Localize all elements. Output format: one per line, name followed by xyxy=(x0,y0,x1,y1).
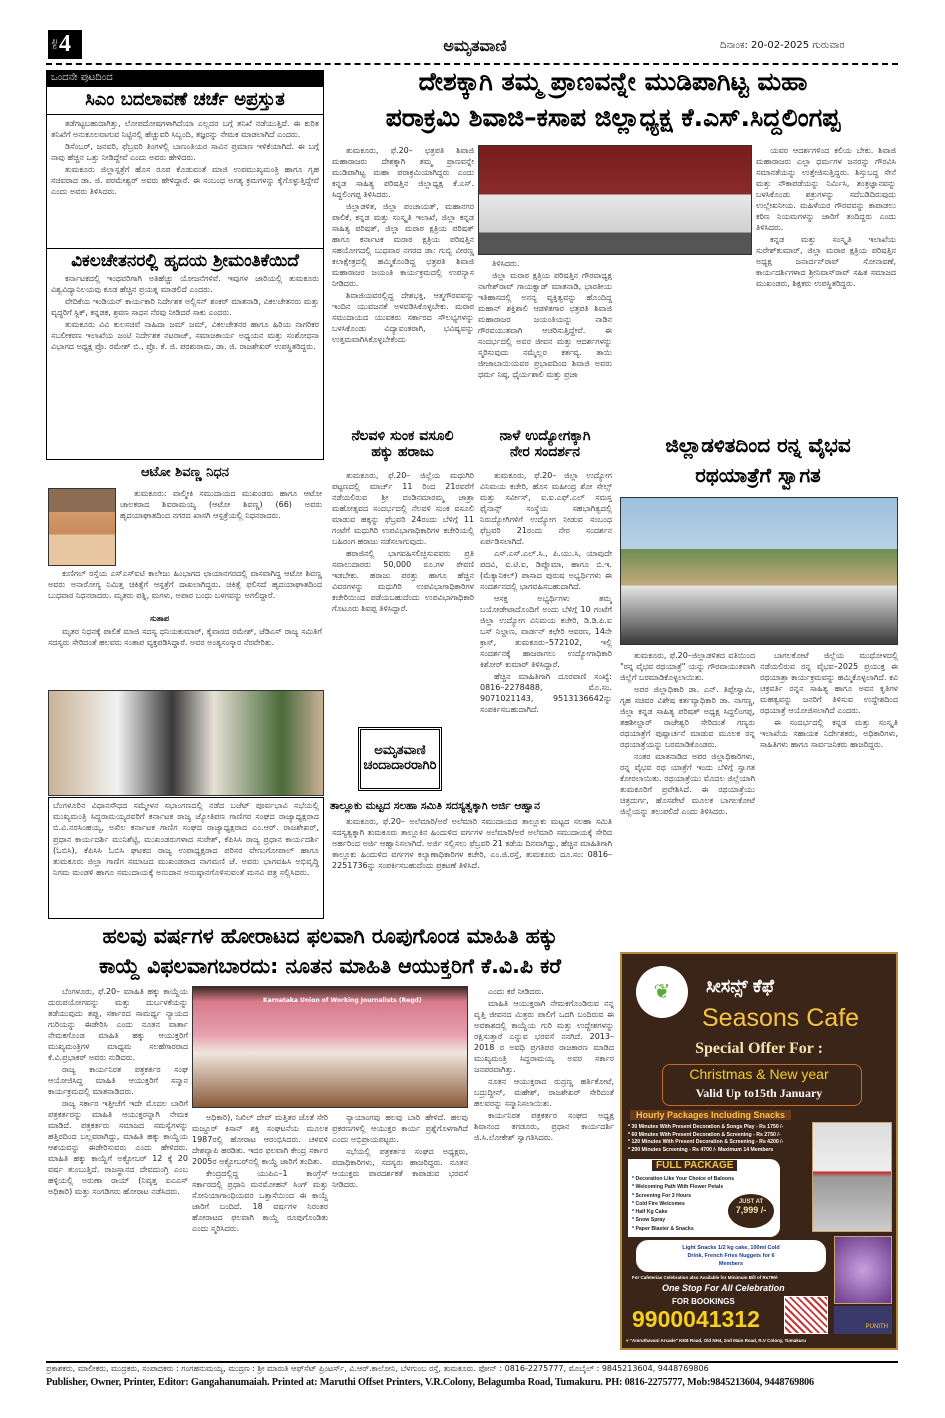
subscribe-promo-box: ಅಮೃತವಾಣಿ ಚಂದಾದಾರರಾಗಿರಿ xyxy=(358,727,442,791)
ad-bookings: FOR BOOKINGS xyxy=(672,1297,735,1306)
shivaji-article-col1: ತುಮಕೂರು, ಫೆ.20– ಛತ್ರಪತಿ ಶಿವಾಜಿ ಮಹಾರಾಜರು ದೇಶಕ್ಕಾಗಿ ತಮ್ಮ ಪ್ರಾಣವನ್ನೇ ಮುಡಿಪಾಗಿಟ್ಟ ಮಹಾ ಪರಾಕ್ರಮಿಯಾಗಿದ್ದರು ಎಂದು ಕನ್ನಡ ಸಾಹಿತ್ಯ ಪರಿಷತ್ತಿನ ಜಿಲ್ಲಾಧ್ಯಕ್ಷ ಕೆ.ಎಸ್. ಸಿದ್ದಲಿಂಗಪ್ಪ ತಿಳಿಸಿದರು. ಜಿಲ್ಲಾಡಳಿತ, ಜಿಲ್ಲಾ ಪಂಚಾಯತ್, ಮಹಾನಗರ ಪಾಲಿಕೆ, ಕನ್ನಡ ಮತ್ತು ಸಂಸ್ಕೃತಿ ಇಲಾಖೆ, ಜಿಲ್ಲಾ ಕನ್ನಡ ಸಾಹಿತ್ಯ ಪರಿಷತ್, ಜಿಲ್ಲಾ ಮರಾಠ ಕ್ಷತ್ರಿಯ ಪರಿಷತ್ ಹಾಗೂ ಕರ್ನಾಟಕ ಮರಾಠ ಕ್ಷತ್ರಿಯ ಪರಿಷತ್ತಿನ ಸಹಯೋಗದಲ್ಲಿ ಬುಧವಾರ ನಗರದ ಡಾ: ಗುಬ್ಬಿ ವೀರಣ್ಣ ಕಲಾಕ್ಷೇತ್ರದಲ್ಲಿ ಹಮ್ಮಿಕೊಂಡಿದ್ದ ಛತ್ರಪತಿ ಶಿವಾಜಿ ಮಹಾರಾಜರ ಜಯಂತಿ ಕಾರ್ಯಕ್ರಮದಲ್ಲಿ ಉಪನ್ಯಾಸ ನೀಡಿದರು. ಶಿವಾಜಿಯವರಲ್ಲಿದ್ದ ದೇಶಭಕ್ತಿ, ಆತ್ಮಗೌರವವನ್ನು ಇಂದಿನ ಯುವಜನತೆ ಅಳವಡಿಸಿಕೊಳ್ಳಬೇಕು. ಮರಾಠ ಸಮುದಾಯದ ಯುವಕರು ಸರ್ಕಾರದ ಸೌಲಭ್ಯಗಳನ್ನು ಬಳಸಿಕೊಂಡು ವಿದ್ಯಾವಂತರಾಗಿ, ಭವಿಷ್ಯವನ್ನು ಉತ್ತಮವಾಗಿಸಿಕೊಳ್ಳಬೇಕೆಂದು xyxy=(332,146,474,344)
continued-section xyxy=(46,70,324,460)
ad-balloon-photo xyxy=(834,1236,892,1304)
article-obituary: ತುಮಕೂರು: ವಾಲ್ಮೀಕಿ ಸಮುದಾಯದ ಮುಖಂಡರು ಹಾಗೂ ಆಟೋ ಚಾಲಕರಾದ ಶಿವರಾಮಯ್ಯ (ಆಟೋ ಶಿವಣ್ಣ) (66) ಅವರು ಹೃದಯಾಘಾತದಿಂದ ನಗರದ ಖಾಸಗಿ ಆಸ್ಪತ್ರೆಯಲ್ಲಿ ನಿಧನರಾದರು. xyxy=(120,489,322,520)
main-headline-line1: ದೇಶಕ್ಕಾಗಿ ತಮ್ಮ ಪ್ರಾಣವನ್ನೇ ಮುಡಿಪಾಗಿಟ್ಟ ಮಹಾ xyxy=(418,67,808,96)
ad-cafeteria: For Cafeterias Celebration also Available for Minimum Bill of Rs799/- xyxy=(632,1275,779,1280)
main-headline-line2: ಪರಾಕ್ರಮಿ ಶಿವಾಜಿ–ಕಸಾಪ ಜಿಲ್ಲಾಧ್ಯಕ್ಷ ಕೆ.ಎಸ್.ಸಿದ್ದಲಿಂಗಪ್ಪ xyxy=(385,103,841,132)
union-banner-text: Karnataka Union of Working Journalists (Regd) xyxy=(263,997,422,1004)
article-advisory-committee: ತುಮಕೂರು, ಫೆ.20– ಅಲೆಮಾರಿ/ಅರೆ ಅಲೆಮಾರಿ ಸಮುದಾಯದ ತಾಲ್ಲೂಕು ಮಟ್ಟದ ಸಲಹಾ ಸಮಿತಿ ಸದಸ್ಯತ್ವಕ್ಕಾಗಿ ತುಮಕೂರು ತಾಲ್ಲೂಕಿನ ಹಿಂದುಳಿದ ವರ್ಗಗಳ ಅಲೆಮಾರಿ/ಅರೆ ಅಲೆಮಾರಿ ಸಮುದಾಯಕ್ಕೆ ಸೇರಿದ ಅರ್ಹರಿಂದ ಅರ್ಜಿ ಆಹ್ವಾನಿಸಲಾಗಿದೆ. ಅರ್ಜಿ ಸಲ್ಲಿಸಲು ಫೆಬ್ರವರಿ 21 ಕಡೆಯ ದಿನವಾಗಿದ್ದು, ಹೆಚ್ಚಿನ ಮಾಹಿತಿಗಾಗಿ ತಾಲ್ಲೂಕು ಹಿಂದುಳಿದ ವರ್ಗಗಳ ಕಲ್ಯಾಣಾಧಿಕಾರಿಗಳ ಕಚೇರಿ, ಎಂ.ಜಿ.ರಸ್ತೆ, ತುಮಕೂರು ದೂ.ಸಂ: 0816–2251736ನ್ನು ಸಂಪರ್ಕಿಸಬಹುದೆಂದು ಪ್ರಕಟಣೆ ತಿಳಿಸಿದೆ. xyxy=(332,817,612,870)
ad-offer: Special Offer For : xyxy=(695,1040,823,1057)
article-toll-auction: ತುಮಕೂರು, ಫೆ.20– ಜಿಲ್ಲೆಯ ಮಧುಗಿರಿ ಪಟ್ಟಣದಲ್ಲಿ ಮಾರ್ಚ್ 11 ರಿಂದ 21ರವರೆಗೆ ನಡೆಯಲಿರುವ ಶ್ರೀ ದಂಡಿನಮಾರಮ್ಮ ಜಾತ್ರಾ ಮಹೋತ್ಸವದ ಸಂದರ್ಭದಲ್ಲಿ ನೆಲವಳಿ ಸುಂಕ ವಸೂಲಿ ಮಾಡುವ ಹಕ್ಕನ್ನು ಫೆಬ್ರವರಿ 24ರಂದು ಬೆಳಿಗ್ಗೆ 11 ಗಂಟೆಗೆ ಮಧುಗಿರಿ ಉಪವಿಭಾಗಾಧಿಕಾರಿಗಳ ಕಚೇರಿಯಲ್ಲಿ ಬಹಿರಂಗ ಹರಾಜು ನಡೆಸಲಾಗುವುದು. ಹರಾಜಿನಲ್ಲಿ ಭಾಗವಹಿಸಲಿಚ್ಛಿಸುವವರು ಪ್ರತಿ ಸವಾಲುದಾರರು 50,000 ರೂ.ಗಳ ಠೇವಣಿ ಇಡಬೇಕು. ಹರಾಜು ಪರತ್ತು ಹಾಗೂ ಹೆಚ್ಚಿನ ವಿವರಗಳನ್ನು ಮಧುಗಿರಿ ಉಪವಿಭಾಗಾಧಿಕಾರಿಗಳ ಕಚೇರಿಯಿಂದ ಪಡೆಯಬಹುದೆಂದು ಉಪವಿಭಾಗಾಧಿಕಾರಿ ಗೊಟೂರು ಶಿವಪ್ಪ ತಿಳಿಸಿದ್ದಾರೆ. xyxy=(332,471,474,613)
rti-headline-line2: ಕಾಯ್ದೆ ವಿಫಲವಾಗಬಾರದು: ನೂತನ ಮಾಹಿತಿ ಆಯುಕ್ತರಿಗೆ ಕೆ.ವಿ.ಪಿ ಕರೆ xyxy=(98,954,562,978)
footer-divider xyxy=(46,1361,898,1363)
issue-date: ದಿನಾಂಕ: 20-02-2025 ಗುರುವಾರ xyxy=(720,40,845,51)
headline-cm-change: ಸಿಎಂ ಬದಲಾವಣೆ ಚರ್ಚೆ ಅಪ್ರಸ್ತುತ xyxy=(47,90,323,115)
article-obituary-cont: ಕುಣಿಗಲ್ ರಸ್ತೆಯ ಎಸ್‌ಎಸ್‌ಐಟಿ ಕಾಲೇಜು ಹಿಂಭಾಗದ ಛಾಯಾನಗರದಲ್ಲಿ ವಾಸವಾಗಿದ್ದ ಆಟೋ ಶಿವಣ್ಣ ಅವರು ಅನಾರೋಗ್ಯ ನಿಮಿತ್ತ ಚಿಕಿತ್ಸೆಗೆ ಆಸ್ಪತ್ರೆಗೆ ದಾಖಲಾಗಿದ್ದರು. ಚಿಕಿತ್ಸೆ ಫಲಿಸದೆ ಹೃದಯಾಘಾತದಿಂದ ಬುಧವಾರ ನಿಧನರಾದರು. ಮೃತರು ಪತ್ನಿ, ಮಗಳು, ಅಪಾರ ಬಂಧು ಬಳಗವನ್ನು ಅಗಲಿದ್ದಾರೆ. xyxy=(48,569,322,600)
article-disabled: ಕರ್ನಾಟಕದಲ್ಲಿ ಇಂಥವರಿಗಾಗಿ ಅತಿಹೆಚ್ಚು ಯೋಜನೆಗಳಿವೆ. ಇವುಗಳ ಜಾರಿಯಲ್ಲಿ ತುಮಕೂರು ವಿಶ್ವವಿದ್ಯಾನಿಲಯವು ಕೂಡ ಹೆಚ್ಚಿನ ಪ್ರಯತ್ನ ಮಾಡಲಿದೆ ಎಂದರು. ವೇದಿಕೆಯ ಇಂಡಿಯನ್ ಕಾರ್ಯಕಾರಿ ನಿರ್ದೇಶಕ ಅಲ್ಲಿಸನ್ ಶಂಕರ್ ಮಾತನಾಡಿ, ವಿಕಲಚೇತನರು ಮತ್ತು ವೃದ್ಧರಿಗೆ ಸ್ಟಿಕ್, ಕನ್ನಡಕ, ಶ್ರವಣ ಸಾಧನ ನೆರವು ನೀಡಿದರೆ ಸಾಕು ಎಂದರು. ತುಮಕೂರು ವಿವಿ ಕುಲಸಚಿವೆ ನಾಹಿದಾ ಜಮ್ ಜಮ್, ವಿಕಲಚೇತನರ ಹಾಗೂ ಹಿರಿಯ ನಾಗರಿಕರ ಸಬಲೀಕರಣ ಇಲಾಖೆಯ ಜಂಟಿ ನಿರ್ದೇಶಕ ನಟರಾಜ್, ಸಮಾಜಕಾರ್ಯ ಅಧ್ಯಯನ ಮತ್ತು ಸಂಶೋಧನಾ ವಿಭಾಗದ ಅಧ್ಯಕ್ಷ ಪ್ರೊ. ರಮೇಶ್ ಬಿ., ಪ್ರೊ. ಕೆ. ಜಿ. ಪರಶುರಾಮ, ಡಾ. ಜಿ. ರಾಜಶೇಖರ್ ಉಪಸ್ಥಿತರಿದ್ದರು. xyxy=(51,274,319,352)
budget-meeting-photo xyxy=(48,690,324,796)
ad-full-package-panel xyxy=(628,1159,780,1237)
rti-felicitation-photo xyxy=(192,986,468,1108)
rti-article-col2: ಅಧಿಕಾರಿ), ನಿಖಿಲ್ ದೇವ್ ಮತ್ತಿತರ ಜೊತೆ ಸೇರಿ ಮಜ್ದೂರ್ ಕಿಸಾನ್ ಶಕ್ತಿ ಸಂಘಟನೆಯ ಮೂಲಕ 1987ರಲ್ಲಿ ಹೋರಾಟ ಆರಂಭಿಸಿದರು. ಚಳವಳಿ ದೇಶವ್ಯಾಪಿ ಹರಡಿತು. ಇದರ ಫಲವಾಗಿ ಕೇಂದ್ರ ಸರ್ಕಾರ 2005ರ ಅಕ್ಟೋಬರ್‌ನಲ್ಲಿ ಕಾಯ್ದೆ ಜಾರಿಗೆ ತಂದಿತು. ಕೇಂದ್ರದಲ್ಲಿದ್ದ ಯುಪಿಎ–1 ಕಾಂಗ್ರೆಸ್ ಸರ್ಕಾರದಲ್ಲಿ ಪ್ರಧಾನಿ ಮನಮೋಹನ್ ಸಿಂಗ್ ಮತ್ತು ಸೋನಿಯಾಗಾಂಧಿಯವರ ಒತ್ತಾಸೆಯಿಂದ ಈ ಕಾಯ್ದೆ ಜಾರಿಗೆ ಬಂದಿದೆ. 18 ವರ್ಷಗಳ ನಿರಂತರ ಹೋರಾಟದ ಫಲವಾಗಿ ಕಾಯ್ದೆ ರೂಪುಗೊಂಡಿತು ಎಂದು ಸ್ಮರಿಸಿದರು. xyxy=(192,1113,328,1233)
page-number: 4 xyxy=(59,31,71,57)
footer-imprint-kannada: ಪ್ರಕಾಶಕರು, ಮಾಲೀಕರು, ಮುದ್ರಕರು, ಸಂಪಾದಕರು : ಗಂಗಹನುಮಯ್ಯ, ಮುದ್ರಣ : ಶ್ರೀ ಮಾರುತಿ ಆಫ್‌ಸೆಟ್ ಪ್ರಿಂಟರ್ಸ್, ವಿ.ಆರ್.ಕಾಲೋನಿ, ಬೆಳಗುಂಬ ರಸ್ತೆ, ತುಮಕೂರು. ಫೋನ್ : 0816-2275777, ಮೊಬೈಲ್ : 9845213604, 9448769806 xyxy=(46,1364,709,1373)
ad-brand: Seasons Cafe xyxy=(702,1004,860,1032)
rti-article-col3: ನ್ಯಾಯಾಂಗವು ಹಲವು ಬಾರಿ ಹೇಳಿದೆ. ಹಲವು ಪ್ರಕರಣಗಳಲ್ಲಿ ಆಯುಕ್ತರ ಕಾರ್ಯ ಪ್ರಶ್ನೆಗೊಳಗಾಗಿದೆ ಎಂದು ಅಭಿಪ್ರಾಯಪಟ್ಟರು. ಸಭೆಯಲ್ಲಿ ಪತ್ರಕರ್ತರ ಸಂಘದ ಅಧ್ಯಕ್ಷರು, ಪದಾಧಿಕಾರಿಗಳು, ಸದಸ್ಯರು ಹಾಜರಿದ್ದರು. ನೂತನ ಆಯುಕ್ತರು ಪಾರದರ್ಶಕತೆ ಕಾಪಾಡುವ ಭರವಸೆ ನೀಡಿದರು. xyxy=(332,1113,468,1189)
header-divider xyxy=(46,63,898,65)
ad-punith-photo: PUNITH xyxy=(834,1306,892,1334)
masthead: ಅಮೃತವಾಣಿ xyxy=(443,36,507,55)
headline-toll-auction: ನೆಲವಳಿ ಸುಂಕ ವಸೂಲಿ ಹಕ್ಕು ಹರಾಜು xyxy=(351,428,454,461)
article-cm-change: ತಡೆಗಟ್ಟಬಹುದಾಗಿತ್ತು, ಲೋಪದೋಷಗಳಾಗಿದೆಯಾ ಎಲ್ಲದರ ಬಗ್ಗೆ ತನಿಖೆ ನಡೆಯುತ್ತಿದೆ. ಈ ಕುರಿತ ತನಿಖೆಗೆ ಅನುಕೂಲವಾಗುವ ನಿಟ್ಟಿನಲ್ಲಿ ಹೆಚ್ಚುವರಿ ಸಿಬ್ಬಂದಿ, ತಜ್ಞರನ್ನು ನೇಮಕ ಮಾಡಲಾಗಿದೆ ಎಂದರು. ಡಿಸೆಂಬರ್, ಜನವರಿ, ಫೆಬ್ರವರಿ ತಿಂಗಳಲ್ಲಿ ಬಾಣಂತಿಯರ ಸಾವಿನ ಪ್ರಮಾಣ ಇಳಿಕೆಯಾಗಿದೆ. ಈ ಬಗ್ಗೆ ನಾವು ಹೆಚ್ಚಿನ ಒತ್ತು ನೀಡಿದ್ದೇವೆ ಎಂದು ಅವರು ಹೇಳಿದರು. ತುಮಕೂರು ಜಿಲ್ಲಾಸ್ಪತ್ರೆಗೆ ಹೊಸ ರೂಪ ಕೊಡುವಂತೆ ಮಾಜಿ ಉಪಮುಖ್ಯಮಂತ್ರಿ ಹಾಗೂ ಗೃಹ ಸಚಿವರಾದ ಡಾ. ಜಿ. ಪರಮೇಶ್ವರ್ ಅವರು ಹೇಳಿದ್ದಾರೆ. ಈ ಸಂಬಂಧ ಅಗತ್ಯ ಕ್ರಮಗಳನ್ನು ಕೈಗೊಳ್ಳುತ್ತಿದ್ದೇವೆ ಎಂದು ಅವರು ತಿಳಿಸಿದರು. xyxy=(51,118,319,196)
ad-hourly-list: * 30 Minutes With Present Decoration & Songs Play - Rs 1750 /- * 60 Minutes With Present Decoration & Screening - Rs 2750 /- * 120 Minutes With Present Decoration & Screening - Rs 4200 /- * 200 Minutes Screening - Rs 4700 /- Maximum 14 Members xyxy=(628,1124,784,1153)
headline-disabled: ವಿಕಲಚೇತನರಲ್ಲಿ ಹೃದಯ ಶ್ರೀಮಂತಿಕೆಯಿದೆ xyxy=(47,248,323,272)
condolence-label: ಸುತಾಪ xyxy=(150,614,169,623)
continued-tab: ಒಂದನೇ ಪುಟದಿಂದ xyxy=(47,71,323,87)
ratha-yatre-photo xyxy=(620,497,898,645)
ratha-article-col1: ತುಮಕೂರು, ಫೆ.20–ಜಿಲ್ಲಾಡಳಿತದ ವತಿಯಿಂದ "ರನ್ನ ವೈಭವ ರಥಯಾತ್ರೆ" ಯನ್ನು ಗೌರವಾಯುತವಾಗಿ ಜಿಲ್ಲೆಗೆ ಬರಮಾಡಿಕೊಳ್ಳಲಾಯಿತು. ಅಪರ ಜಿಲ್ಲಾಧಿಕಾರಿ ಡಾ. ಎನ್. ತಿಪ್ಪೇಸ್ವಾಮಿ, ಗೃಹ ಸಚಿವರ ವಿಶೇಷ ಕರ್ತವ್ಯಾಧಿಕಾರಿ ಡಾ. ನಾಗಣ್ಣ, ಜಿಲ್ಲಾ ಕನ್ನಡ ಸಾಹಿತ್ಯ ಪರಿಷತ್ ಅಧ್ಯಕ್ಷ ಸಿದ್ದಲಿಂಗಪ್ಪ, ತಹಶೀಲ್ದಾರ್ ರಾಜೇಶ್ವರಿ ಸೇರಿದಂತೆ ಗಣ್ಯರು ರಥಯಾತ್ರೆಗೆ ಪುಷ್ಪಾರ್ಚನೆ ಮಾಡುವ ಮೂಲಕ ರನ್ನ ರಥಯಾತ್ರೆಯನ್ನು ಬರಮಾಡಿಕೊಂಡರು. ನಂತರ ಮಾತನಾಡಿದ ಅಪರ ಜಿಲ್ಲಾಧಿಕಾರಿಗಳು, ರನ್ನ ವೈಭವ ರಥ ಯಾತ್ರೆಗೆ ಇಂದು ಬೆಳಿಗ್ಗೆ ಸ್ವಾಗತ ಕೋರಲಾಯಿತು. ರಥಯಾತ್ರೆಯು ಮೊದಲ ಜಿಲ್ಲೆಯಾಗಿ ತುಮಕೂರಿಗೆ ಪ್ರವೇಶಿಸಿದೆ. ಈ ರಥಯಾತ್ರೆಯು ಚಿತ್ರದುರ್ಗ, ಹೊಸಪೇಟೆ ಮೂಲಕ ಬಾಗಲಕೋಟೆ ಜಿಲ್ಲೆಯನ್ನು ತಲುಪಲಿದೆ ಎಂದು ತಿಳಿಸಿದರು. xyxy=(620,651,755,816)
headline-obituary: ಆಟೋ ಶಿವಣ್ಣ ನಿಧನ xyxy=(140,465,230,480)
ad-occasion: Christmas & New year xyxy=(689,1066,829,1082)
ad-full-list: * Decoration Like Your Choice of Baloons * Welcoming Path With Flower Petals * Screening For 3 Hours * Cold Fire Welcomes * Half Kg Cake * Snow Spray * Paper Blaster & Snacks xyxy=(632,1176,735,1232)
headline-advisory-committee: ತಾಲ್ಲೂಕು ಮಟ್ಟದ ಸಲಹಾ ಸಮಿತಿ ಸದಸ್ಯತ್ವಕ್ಕಾಗಿ ಅರ್ಜಿ ಆಹ್ವಾನ xyxy=(330,800,540,812)
ad-snacks-panel: Light Snacks 1/2 kg cake, 100ml Cold Drink, French Fries Nuggets for 6 Members xyxy=(636,1240,826,1272)
ratha-article-col2: ಬಾಗಲಕೋಟೆ ಜಿಲ್ಲೆಯ ಮುಧೋಳದಲ್ಲಿ ನಡೆಯಲಿರುವ ರನ್ನ ವೈಭವ–2025 ಪ್ರಯುಕ್ತ ಈ ರಥಯಾತ್ರಾ ಕಾರ್ಯಕ್ರಮವನ್ನು ಹಮ್ಮಿಕೊಳ್ಳಲಾಗಿದೆ. ಕವಿ ಚಕ್ರವರ್ತಿ ರನ್ನನ ಸಾಹಿತ್ಯ ಹಾಗೂ ಅವನ ಕೃತಿಗಳ ಮಹತ್ವವನ್ನು ಜನರಿಗೆ ತಿಳಿಸುವ ಉದ್ದೇಶದಿಂದ ರಥಯಾತ್ರೆ ಆಯೋಜಿಸಲಾಗಿದೆ ಎಂದರು. ಈ ಸಂದರ್ಭದಲ್ಲಿ ಕನ್ನಡ ಮತ್ತು ಸಂಸ್ಕೃತಿ ಇಲಾಖೆಯ ಸಹಾಯಕ ನಿರ್ದೇಶಕರು, ಅಧಿಕಾರಿಗಳು, ಸಾಹಿತಿಗಳು ಹಾಗೂ ಸಾರ್ವಜನಿಕರು ಹಾಜರಿದ್ದರು. xyxy=(760,651,898,749)
rti-article-col4: ಎಂದು ಕರೆ ನೀಡಿದರು. ಮಾಹಿತಿ ಆಯುಕ್ತರಾಗಿ ನೇಮಕಗೊಂಡಿರುವ ನನ್ನ ವೃತ್ತಿ ಜೀವನದ ಮಿತ್ರರು ಪಾಲಿಗೆ ಒದಗಿ ಬಂದಿರುವ ಈ ಅವಕಾಶದಲ್ಲಿ ಕಾಯ್ದೆಯ ಗುರಿ ಮತ್ತು ಉದ್ದೇಶಗಳನ್ನು ರಕ್ಷಿಸುತ್ತಾರೆ ಎನ್ನುವ ಭರವಸೆ ನನಗಿದೆ. 2013–2018 ರ ಅವಧಿ ಪ್ರಗತಿಪರ ರಾಜಕಾರಣ ಮಾಡಿದ ಮುಖ್ಯಮಂತ್ರಿ ಸಿದ್ದರಾಮಯ್ಯ ಅವರ ಸರ್ಕಾರ ಜನಪರವಾಗಿತ್ತು. ನೂತನ ಆಯುಕ್ತರಾದ ರುದ್ರಣ್ಣ ಹರ್ತಿಕೋಟೆ, ಬದ್ರುದ್ದೀನ್, ಮಹೇಶ್, ರಾಜಶೇಖರ್ ಸೇರಿದಂತೆ ಹಲವರನ್ನು ಸನ್ಮಾನಿಸಲಾಯಿತು. ಕಾರ್ಯನಿರತ ಪತ್ರಕರ್ತರ ಸಂಘದ ಅಧ್ಯಕ್ಷ ಶಿವಾನಂದ ತಗಡೂರು, ಪ್ರಧಾನ ಕಾರ್ಯದರ್ಶಿ ಜಿ.ಸಿ.ಲೋಕೇಶ್ ಸ್ವಾಗತಿಸಿದರು. xyxy=(474,987,614,1142)
ad-brand-kannada: ಸೀಸನ್ಸ್ ಕೆಫೆ xyxy=(706,976,774,996)
shivaji-article-col3: ಯವರ ಆದರ್ಶಗಳಿಂದ ಕಲಿಯ ಬೇಕು. ಶಿವಾಜಿ ಮಹಾರಾಜರು ಎಲ್ಲಾ ಧರ್ಮಗಳ ಜನರನ್ನು ಗೌರವಿಸಿ ಸಮಾನತೆಯನ್ನು ಉತ್ತೇಜಿಸುತ್ತಿದ್ದರು. ಶಿಸ್ತುಬದ್ಧ ಸೇನೆ ಮತ್ತು ನೌಕಾಪಡೆಯನ್ನು ನಿರ್ಮಿಸಿ, ತಂತ್ರಜ್ಞಾನವನ್ನು ಬಳಸಿಕೊಂಡು ಶತ್ರುಗಳನ್ನು ಸದೆಬಡಿದಿರುವುದು ಉಲ್ಲೇಖನೀಯ. ಮಹಿಳೆಯರ ಗೌರವವನ್ನು ಕಾಪಾಡಲು ಕಠಿಣ ನಿಯಮಗಳನ್ನು ಜಾರಿಗೆ ತಂದಿದ್ದರು ಎಂದು ತಿಳಿಸಿದರು. ಕನ್ನಡ ಮತ್ತು ಸಂಸ್ಕೃತಿ ಇಲಾಖೆಯ ಸುರೇಶ್‌ಕುಮಾರ್, ಜಿಲ್ಲಾ ಮರಾಠ ಕ್ಷತ್ರಿಯ ಪರಿಷತ್ತಿನ ಅಧ್ಯಕ್ಷ ಜನಾರ್ದನ್‌ರಾವ್ ಸೋನಾವಣೆ, ಕಾರ್ಯದರ್ಶಿಗಳಾದ ಶ್ರೀನಿವಾಸ್‌ರಾವ್ ಸಹಿತ ಸಮಾಜದ ಮುಖಂಡರು, ಶಿಕ್ಷಕರು ಉಪಸ್ಥಿತರಿದ್ದರು. xyxy=(756,146,896,288)
ad-address: ⌖ "Amruthavani Arcade" KEB Road, Old NH4, 2nd Main Road, R.V Colony, Tumakuru xyxy=(626,1338,807,1343)
ad-hourly-title: Hourly Packages Including Snacks xyxy=(630,1110,791,1120)
ad-price-badge: JUST AT 7,999 /- xyxy=(728,1194,774,1228)
headline-ranna-vaibhava: ಜಿಲ್ಲಾಡಳಿತದಿಂದ ರನ್ನ ವೈಭವ ರಥಯಾತ್ರೆಗೆ ಸ್ವಾಗತ xyxy=(665,433,851,487)
seasons-cafe-ad xyxy=(620,952,898,1350)
location-pin-icon: ⌖ xyxy=(626,1338,629,1343)
rti-article-col1: ಬೆಂಗಳೂರು, ಫೆ.20– ಮಾಹಿತಿ ಹಕ್ಕು ಕಾಯ್ದೆಯ ದುರುಪಯೋಗವನ್ನು ಮತ್ತು ದುರ್ಬಳಕೆಯನ್ನು ತಡೆಯುವುದು ತಪ್ಪು, ಸರ್ಕಾರದ ಸಾಮರ್ಥ್ಯ ನ್ಯಾಯದ ಗುರಿಯನ್ನು ಈಡೇರಿಸಿ ಎಂದು ನೂತನ ವಾರ್ತಾ ನೇಮಕಗೊಂಡ ಮಾಹಿತಿ ಹಕ್ಕು ಆಯುಕ್ತರಿಗೆ ಮುಖ್ಯಮಂತ್ರಿಗಳ ಮಾಧ್ಯಮ ಸಲಹೆಗಾರರಾದ ಕೆ.ವಿ.ಪ್ರಭಾಕರ್ ಅವರು ನುಡಿದರು. ರಾಜ್ಯ ಕಾರ್ಯನಿರತ ಪತ್ರಕರ್ತರ ಸಂಘ ಆಯೋಜಿಸಿದ್ದ ಮಾಹಿತಿ ಆಯುಕ್ತರಿಗೆ ಸನ್ಮಾನ ಕಾರ್ಯಕ್ರಮದಲ್ಲಿ ಮಾತನಾಡಿದರು. ರಾಜ್ಯ ಸರ್ಕಾರ ಇತ್ತೀಚೆಗೆ ಇದೇ ಮೊದಲ ಬಾರಿಗೆ ಪತ್ರಕರ್ತರನ್ನು ಮಾಹಿತಿ ಆಯುಕ್ತರನ್ನಾಗಿ ನೇಮಕ ಮಾಡಿದೆ. ಪತ್ರಕರ್ತರು ಸಮಾಜದ ಸಮಸ್ಯೆಗಳನ್ನು ಹತ್ತಿರದಿಂದ ಬಲ್ಲವರಾಗಿದ್ದು, ಮಾಹಿತಿ ಹಕ್ಕು ಕಾಯ್ದೆಯ ಆಶಯವನ್ನು ಈಡೇರಿಸುವರು ಎಂದು ಹೇಳಿದರು. ಮಾಹಿತಿ ಹಕ್ಕು ಕಾಯ್ದೆಗೆ ಅಕ್ಟೋಬರ್ 12 ಕ್ಕೆ 20 ವರ್ಷ ತುಂಬುತ್ತಿದೆ. ರಾಜಸ್ಥಾನದ ದೇವದುಂಗ್ರಿ ಎಂಬ ಹಳ್ಳಿಯಲ್ಲಿ ಅರುಣಾ ರಾಯ್ (ನಿವೃತ್ತ ಐಎಎಸ್ ಅಧಿಕಾರಿ) ಮತ್ತು ಸಂಗಡಿಗರು ಹೋರಾಟ ನಡೆಸಿದರು. xyxy=(48,987,188,1196)
shivaji-article-col2: ತಿಳಿಸಿದರು. ಜಿಲ್ಲಾ ಮರಾಠ ಕ್ಷತ್ರಿಯ ಪರಿಷತ್ತಿನ ಗೌರವಾಧ್ಯಕ್ಷ ನಾಗೇಶ್‌ರಾವ್ ಗಾಯಕ್ವಾಡ್ ಮಾತನಾಡಿ, ಭಾರತೀಯ ಇತಿಹಾಸದಲ್ಲಿ ಅನನ್ಯ ವ್ಯಕ್ತಿತ್ವವನ್ನು ಹೊಂದಿದ್ದ ಮಹಾನ್ ಶಕ್ತಿಶಾಲಿ ಆಡಳಿತಗಾರ ಛತ್ರಪತಿ ಶಿವಾಜಿ ಮಹಾರಾಜರ ಜಯಂತಿಯನ್ನು ನಾಡಿನ ಗೌರವಯುತವಾಗಿ ಆಚರಿಸುತ್ತಿದ್ದೇವೆ. ಈ ಸಂದರ್ಭದಲ್ಲಿ ಅವರ ಜೀವನ ಮತ್ತು ಆದರ್ಶಗಳನ್ನು ಸ್ಮರಿಸುವುದು ನಮ್ಮೆಲ್ಲರ ಕರ್ತವ್ಯ. ತಾಯಿ ಜೀಜಾಬಾಯಿಯವರ ಪ್ರಭಾವದಿಂದ ಶಿವಾಜಿ ಅವರು ಧರ್ಮ ನಿಷ್ಠ, ಧೈರ್ಯಶಾಲಿ ಮತ್ತು ಪ್ರಜಾ xyxy=(478,259,612,379)
article-condolence: ಮೃತರ ನಿಧನಕ್ಕೆ ಪಾಲಿಕೆ ಮಾಜಿ ಸದಸ್ಯ ಧನಿಯಕುಮಾರ್, ಕೈವಾರದ ರಮೇಶ್, ಜೆಡಿಎಸ್ ರಾಜ್ಯ ಸಮಿತಿಗೆ ಸದಸ್ಯರು ಸೇರಿದಂತೆ ಹಲವರು ಸಂತಾಪ ವ್ಯಕ್ತಪಡಿಸಿದ್ದಾರೆ. ಅವರ ಅಂತ್ಯಸಂಸ್ಕಾರ ನೆರವೇರಿತು. xyxy=(48,627,322,647)
page-number-box xyxy=(48,30,82,59)
budget-meeting-caption: ಬೆಂಗಳೂರಿನ ವಿಧಾನಸೌಧದ ಸಮ್ಮೇಳನ ಸಭಾಂಗಣದಲ್ಲಿ ನಡೆದ ಬಜೆಟ್ ಪೂರ್ವಭಾವಿ ಸಭೆಯಲ್ಲಿ ಮುಖ್ಯಮಂತ್ರಿ ಸಿದ್ದರಾಮಯ್ಯರವರಿಗೆ ಕರ್ನಾಟಕ ರಾಜ್ಯ ಜ್ಯೋತಿಪಣ ಗಾಣಿಗರ ಸಂಘದ ರಾಜ್ಯಾಧ್ಯಕ್ಷರಾದ ಬಿ.ವಿ.ನರಸಿಂಹಯ್ಯ, ಅಖಿಲ ಕರ್ನಾಟಕ ಗಾಣಿಗ ಸಂಘದ ರಾಜ್ಯಾಧ್ಯಕ್ಷರಾದ ಎಂ.ಆರ್. ರಾಜಶೇಖರ್, ಪ್ರಧಾನ ಕಾರ್ಯದರ್ಶಿ ಮುನಿಶೆಟ್ಟಿ, ಮುಖಂಡರುಗಳಾದ ಸುರೇಶ್, ಕೆಪಿಸಿಸಿ ರಾಜ್ಯ ಪ್ರಧಾನ ಕಾರ್ಯದರ್ಶಿ (ಓಬಿಸಿ), ಕೆಪಿಸಿಸಿ ಓಬಿಸಿ ಘಟಕದ ರಾಜ್ಯ ಉಪಾಧ್ಯಕ್ಷರಾದ ಪರಿಸರ ವೇಣುಗೋಪಾಲ್ ಹಾಗೂ ತುಮಕೂರು ಜಿಲ್ಲಾ ಗಾಣಿಗ ಸಮಾಜದ ಮುಖಂಡರಾದ ನಾಗಮಣಿ ಜೆ. ಅವರು ಭಾಗವಹಿಸಿ ಅಭಿವೃದ್ಧಿ ನಿಗಮ ಮಂಡಳಿ ಹಾಗೂ ಸಮುದಾಯಕ್ಕೆ ಅನುದಾನ ಅನುಷ್ಠಾನಗೊಳಿಸುವಂತೆ ಮನವಿ ಪತ್ರ ಸಲ್ಲಿಸಿದರು. xyxy=(48,797,324,919)
shivaji-jayanti-photo xyxy=(478,145,752,255)
ad-full-title: FULL PACKAGE xyxy=(652,1160,737,1171)
ad-qr-code[interactable] xyxy=(784,1296,828,1334)
page-label: ಪುಟ xyxy=(51,39,59,50)
footer-imprint-english: Publisher, Owner, Printer, Editor: Gangahanumaiah. Printed at: Maruthi Offset Printers, V.R.Colony, Belagumba Road, Tumakuru. PH: 0816-2275777, Mob:9845213604, 9448769806 xyxy=(46,1377,814,1388)
cafe-logo: ❦ xyxy=(636,966,688,1018)
ad-phone[interactable]: 9900041312 xyxy=(632,1306,760,1332)
headline-job-interview: ನಾಳೆ ಉದ್ಯೋಗಕ್ಕಾಗಿ ನೇರ ಸಂದರ್ಶನ xyxy=(499,428,591,461)
article-job-interview: ತುಮಕೂರು, ಫೆ.20– ಜಿಲ್ಲಾ ಉದ್ಯೋಗ ವಿನಿಮಯ ಕಚೇರಿ, ಹೊಸ ಮಹೀಂದ್ರ ಶೋ ಸೇಲ್ಸ್ ಮತ್ತು ಸರ್ವೀಸ್, ಐ.ಐ.ಎಫ್.ಎಲ್ ಸಮಸ್ತ ಫೈನಾನ್ಸ್ ಸಂಸ್ಥೆಯ ಸಹಭಾಗಿತ್ವದಲ್ಲಿ ನಿರುದ್ಯೋಗಿಗಳಿಗೆ ಉದ್ಯೋಗ ನೀಡುವ ಸಂಬಂಧ ಫೆಬ್ರವರಿ 21ರಂದು ನೇರ ಸಂದರ್ಶನ ಏರ್ಪಡಿಸಲಾಗಿದೆ. ಎಸ್.ಎಸ್.ಎಲ್.ಸಿ., ಪಿ.ಯು.ಸಿ, ಯಾವುದೇ ಪದವಿ, ಐ.ಟಿ.ಐ, ಡಿಪ್ಲೊಮಾ, ಹಾಗೂ ಬಿ.ಇ. (ಮೆಕ್ಯಾನಿಕಲ್) ಪಾಸಾದ ಪುರುಷ ಅಭ್ಯರ್ಥಿಗಳು ಈ ಸಂದರ್ಶನದಲ್ಲಿ ಭಾಗವಹಿಸಬಹುದಾಗಿದೆ. ಆಸಕ್ತ ಅಭ್ಯರ್ಥಿಗಳು ತಮ್ಮ ಬಯೋಡೇಟಾದೊಂದಿಗೆ ಅಂದು ಬೆಳಿಗ್ಗೆ 10 ಗಂಟೆಗೆ ಜಿಲ್ಲಾ ಉದ್ಯೋಗ ವಿನಿಮಯ ಕಚೇರಿ, ಡಿ.ಡಿ.ಪಿ.ಐ ಬಸ್ ನಿಲ್ದಾಣ, ವಾರ್ಡನ್ ಕಛೇರಿ ಆವರಣ, 14ನೇ ಕ್ರಾಸ್, ತುಮಕೂರು–572102, ಇಲ್ಲಿ ಸಂದರ್ಶನಕ್ಕೆ ಹಾಜರಾಗಲು ಉದ್ಯೋಗಾಧಿಕಾರಿ ಕಿಶೋರ್ ಕುಮಾರ್ ತಿಳಿಸಿದ್ದಾರೆ. ಹೆಚ್ಚಿನ ಮಾಹಿತಿಗಾಗಿ ದೂರವಾಣಿ ಸಂಖ್ಯೆ: 0816–2278488, ಮೊ.ಸಂ. 9071021143, 9513136642ನ್ನು ಸಂಪರ್ಕಿಸಬಹುದಾಗಿದೆ. xyxy=(480,471,612,714)
ad-valid: Valid Up to15th January xyxy=(695,1086,823,1100)
obituary-photo xyxy=(48,488,116,566)
ad-tagline: One Stop For All Celebration xyxy=(662,1283,785,1293)
rti-headline-line1: ಹಲವು ವರ್ಷಗಳ ಹೋರಾಟದ ಫಲವಾಗಿ ರೂಪುಗೊಂಡ ಮಾಹಿತಿ ಹಕ್ಕು xyxy=(102,924,558,948)
ad-room-photos xyxy=(812,1122,892,1232)
